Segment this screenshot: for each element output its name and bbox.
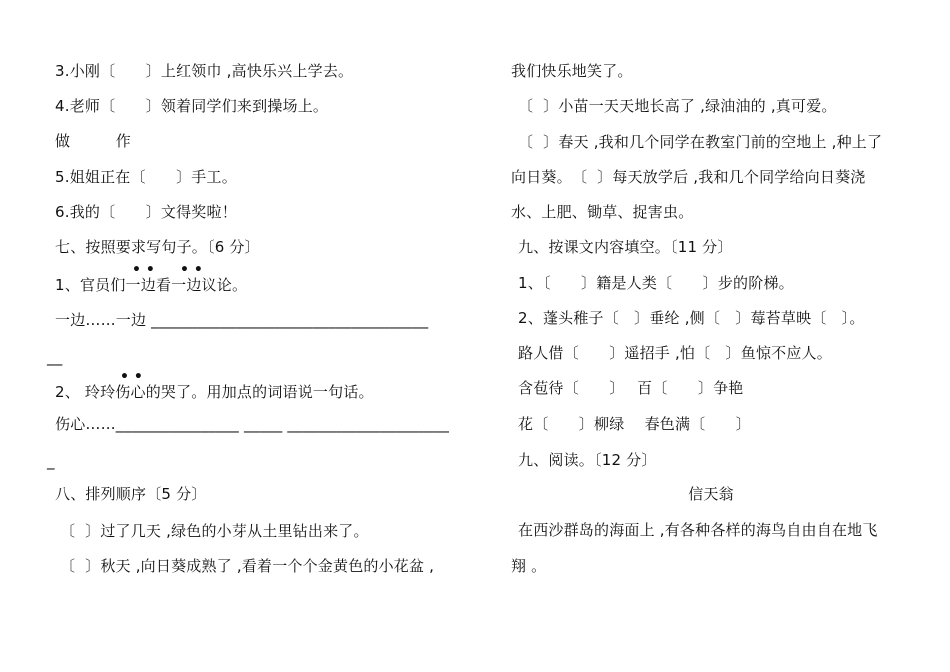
- sentence-1: 1、官员们一边看一边议论。: [55, 276, 248, 294]
- fill-blank-3: 路人借〔 〕遥招手 ,怕〔 〕鱼惊不应人。: [518, 344, 832, 362]
- order-item-3: 〔 〕小苗一天天地长高了 ,绿油油的 ,真可爱。: [518, 97, 837, 115]
- reading-heading: 九、阅读。〔12 分〕: [518, 451, 657, 469]
- question-6: 6.我的〔 〕文得奖啦！: [55, 203, 237, 221]
- order-item-1: 〔 〕过了几天 ,绿色的小芽从土里钻出来了。: [60, 522, 369, 540]
- passage-title: 信天翁: [688, 485, 734, 503]
- sentence-2: 2、 玲玲伤心的哭了。用加点的词语说一句话。: [55, 383, 374, 401]
- word-options: 做 作: [55, 132, 132, 150]
- passage-line-1: 在西沙群岛的海面上 ,有各种各样的海鸟自由自在地飞: [518, 521, 878, 539]
- question-5: 5.姐姐正在〔 〕手工。: [55, 168, 237, 186]
- order-item-5: 向日葵。 〔 〕每天放学后 ,我和几个同学给向日葵浇: [511, 168, 866, 186]
- order-item-2-continued: 我们快乐地笑了。: [511, 62, 633, 80]
- section-9-heading: 九、按课文内容填空。〔11 分〕: [518, 238, 733, 256]
- order-item-4: 〔 〕春天 ,我和几个同学在教室门前的空地上 ,种上了: [518, 133, 883, 151]
- answer-line-1-end: __: [47, 348, 63, 366]
- question-3: 3.小刚〔 〕上红领巾 ,高快乐兴上学去。: [55, 62, 354, 80]
- fill-blank-1: 1、〔 〕籍是人类〔 〕步的阶梯。: [518, 274, 794, 292]
- question-4: 4.老师〔 〕领着同学们来到操场上。: [55, 97, 329, 115]
- emphasis-dots-shangxin: • •: [120, 369, 143, 385]
- emphasis-dots-kan: • •: [132, 262, 155, 278]
- fill-blank-2: 2、蓬头稚子〔 〕垂纶 ,侧〔 〕莓苔草映〔 〕。: [518, 309, 865, 327]
- passage-line-2: 翔 。: [511, 557, 547, 575]
- answer-line-1: 一边……一边 ____________________________________: [55, 311, 429, 329]
- answer-line-2-end: _: [47, 452, 55, 470]
- answer-line-2: 伤心……________________ _____ _____________________: [55, 415, 450, 433]
- fill-blank-5: 花〔 〕柳绿 春色满〔 〕: [518, 415, 751, 433]
- order-item-2: 〔 〕秋天 ,向日葵成熟了 ,看着一个个金黄色的小花盆 ,: [60, 557, 435, 575]
- order-item-5-continued: 水、上肥、锄草、捉害虫。: [511, 203, 694, 221]
- emphasis-dots-yilun: • •: [180, 262, 203, 278]
- fill-blank-4: 含苞待〔 〕 百〔 〕争艳: [518, 379, 744, 397]
- section-8-heading: 八、排列顺序〔5 分〕: [55, 485, 207, 503]
- section-7-heading: 七、按照要求写句子。〔6 分〕: [55, 238, 260, 256]
